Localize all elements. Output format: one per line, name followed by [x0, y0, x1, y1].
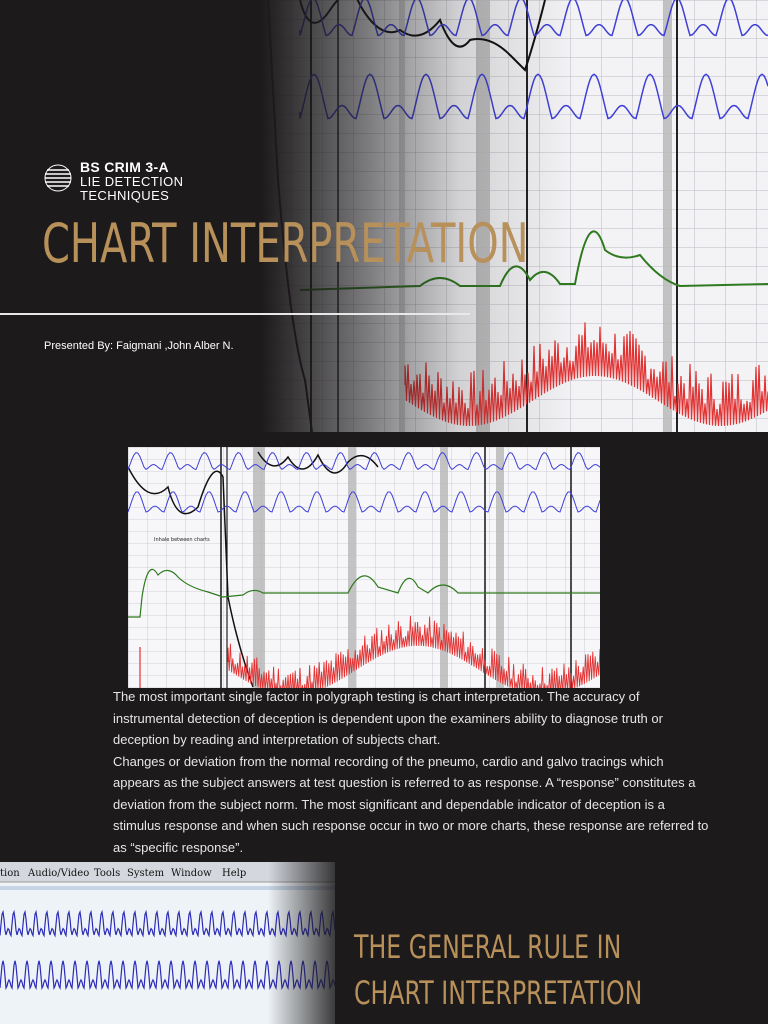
course-name-line2: TECHNIQUES — [80, 188, 170, 203]
course-text — [80, 160, 183, 203]
section-heading — [354, 924, 642, 1016]
polygraph-chart-figure — [128, 447, 600, 688]
chart-annotation: Inhale between charts — [154, 537, 210, 543]
section-heading-line2: CHART INTERPRETATION — [354, 974, 643, 1012]
title-divider — [0, 313, 470, 315]
page-title: CHART INTERPRETATION — [42, 212, 529, 275]
presenter-credit: Presented By: Faigmani ,John Alber N. — [44, 340, 234, 352]
course-code: BS CRIM 3-A — [80, 159, 169, 175]
section-heading-line1: THE GENERAL RULE IN — [354, 928, 622, 966]
course-logo-block — [44, 160, 183, 203]
body-paragraph-2: Changes or deviation from the normal recording of the pneumo, cardio and galvo tracings which appears as the subject answers at test question is referred to as response. A “response” constitutes a deviation from the subject norm. The most significant and dependable indicator of deception is a stimulus response and when such response occur in two or more charts, these response are referred to as “specific response”. — [113, 753, 709, 855]
body-text — [113, 686, 713, 858]
body-paragraph-1: The most important single factor in polygraph testing is chart interpretation. The accuracy of instrumental detection of deception is dependent upon the examiners ability to diagnose truth or deception by reading and interpretation of subjects chart. — [113, 689, 663, 747]
course-name-line1: LIE DETECTION — [80, 174, 184, 189]
polygraph-software-screenshot — [0, 862, 335, 1024]
logo-globe-icon — [44, 164, 72, 192]
